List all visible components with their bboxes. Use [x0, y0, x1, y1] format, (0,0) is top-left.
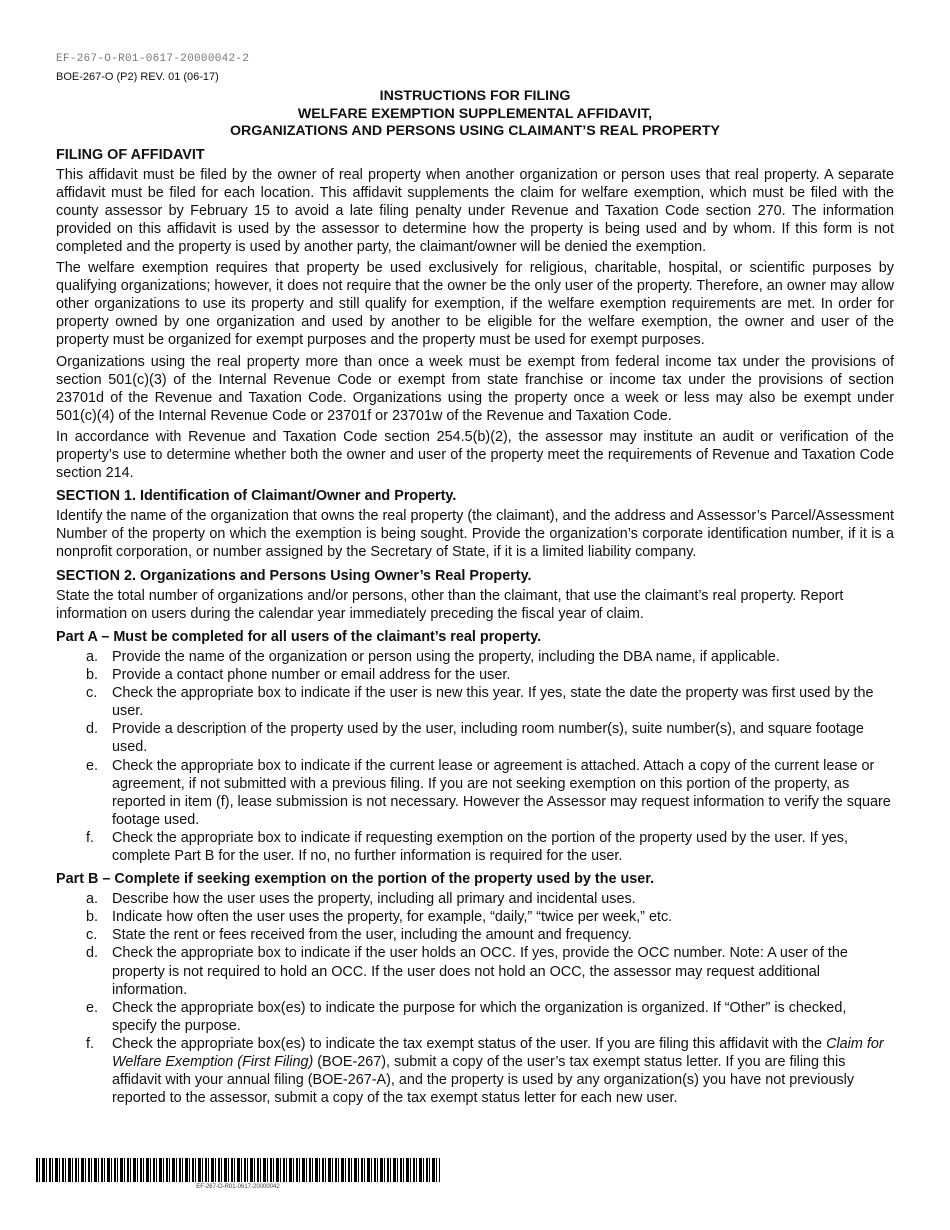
- item-text: Check the appropriate box to indicate if the user holds an OCC. If yes, provide the OCC number. Note: A user of the property is not required to hold an OCC. If the user does not hold an OCC, the assessor may request additional information.: [112, 945, 848, 998]
- item-letter: f.: [86, 829, 94, 846]
- list-item: [56, 757, 894, 829]
- instructions-body: [56, 88, 894, 1110]
- item-text: (BOE-267), submit a copy of the user’s tax exempt status letter. If you are filing this affidavit with your annual filing (BOE-267-A), and the property is used by any organization(s) you have not previously reported to the assessor, submit a copy of the tax exempt status letter for each new user.: [112, 1054, 855, 1107]
- item-text: Check the appropriate box(es) to indicate the tax exempt status of the user. If you are filing this affidavit with the: [112, 1035, 827, 1052]
- partA-list: [56, 648, 894, 865]
- list-item: [56, 829, 894, 865]
- filing-paragraph: This affidavit must be filed by the owner of real property when another organization or person uses that real property. A separate affidavit must be filed for each location. This affidavit supplements the claim for welfare exemption, which must be filed with the county assessor by February 15 to avoid a late filing penalty under Revenue and Taxation Code section 270. The information provided on this affidavit is used by the assessor to determine how the property is being used and by whom. If this form is not completed and the property is used by another party, the claimant/owner will be denied the exemption.: [56, 166, 894, 255]
- item-text: Check the appropriate box to indicate if requesting exemption on the portion of the property used by the user. If yes, complete Part B for the user. If no, no further information is required for the user.: [112, 829, 848, 864]
- list-item: [56, 684, 894, 720]
- item-letter: a.: [86, 891, 99, 908]
- item-text: Indicate how often the user uses the property, for example, “daily,” “twice per week,” etc.: [112, 909, 673, 926]
- item-letter: b.: [86, 909, 99, 926]
- item-text: Provide the name of the organization or person using the property, including the DBA name, if applicable.: [112, 648, 780, 665]
- filing-heading: FILING OF AFFIDAVIT: [56, 146, 205, 163]
- partB-heading: Part B – Complete if seeking exemption on the portion of the property used by the user.: [56, 871, 655, 888]
- item-letter: c.: [86, 685, 98, 702]
- list-item: [56, 648, 894, 666]
- list-item: [56, 890, 894, 908]
- section1-text: Identify the name of the organization that owns the real property (the claimant), and the address and Assessor’s Parcel/Assessment Number of the property on which the exemption is being sought. Provide the organization’s corporate identification number, if it is a nonprofit corporation, or number assigned by the Secretary of State, if it is a limited liability company.: [56, 508, 894, 561]
- item-text: Check the appropriate box(es) to indicate the purpose for which the organization is organized. If “Other” is checked, specify the purpose.: [112, 999, 847, 1034]
- barcode: [36, 1158, 440, 1182]
- list-item: [56, 1035, 894, 1107]
- item-text: Check the appropriate box to indicate if the user is new this year. If yes, state the date the property was first used by the user.: [112, 685, 874, 720]
- item-letter: d.: [86, 945, 99, 962]
- item-text: Check the appropriate box to indicate if the current lease or agreement is attached. Attach a copy of the current lease or agreement, if not submitted with a previous filing. If you are not seeking exemption on this portion of the property, as reported in item (f), lease submission is not necessary. However the Assessor may request information to verify the square footage used.: [112, 757, 891, 828]
- partA-heading: Part A – Must be completed for all users of the claimant’s real property.: [56, 628, 542, 645]
- form-id: BOE-267-O (P2) REV. 01 (06-17): [56, 71, 219, 83]
- item-letter: f.: [86, 1035, 94, 1052]
- item-letter: a.: [86, 648, 99, 665]
- item-text: Describe how the user uses the property, including all primary and incidental uses.: [112, 891, 636, 908]
- item-letter: c.: [86, 927, 98, 944]
- list-item: [56, 926, 894, 944]
- filing-paragraph: The welfare exemption requires that property be used exclusively for religious, charitable, hospital, or scientific purposes by qualifying organizations; however, it does not require that the owner be the only user of the property. Therefore, an owner may allow other organizations to use its property and still qualify for exemption, if the welfare exemption requirements are met. In order for property owned by one organization and used by another to be eligible for the welfare exemption, the owner and user of the property must be organized for exempt purposes and the property must be used for exempt purposes.: [56, 260, 894, 349]
- page-title: [56, 88, 894, 141]
- item-letter: b.: [86, 667, 99, 684]
- item-letter: d.: [86, 721, 99, 738]
- item-text: State the rent or fees received from the user, including the amount and frequency.: [112, 927, 632, 944]
- item-letter: e.: [86, 757, 99, 774]
- title-line: INSTRUCTIONS FOR FILING: [379, 88, 571, 104]
- partB-list: [56, 890, 894, 1107]
- section1-heading: SECTION 1. Identification of Claimant/Owner and Property.: [56, 488, 457, 505]
- list-item: [56, 908, 894, 926]
- title-line: ORGANIZATIONS AND PERSONS USING CLAIMANT’S REAL PROPERTY: [229, 123, 721, 139]
- item-text: Provide a description of the property used by the user, including room number(s), suite number(s), and square footage used.: [112, 721, 864, 756]
- document-id: EF-267-O-R01-0617-20000042-2: [56, 53, 250, 65]
- item-letter: e.: [86, 999, 99, 1016]
- section2-heading: SECTION 2. Organizations and Persons Using Owner’s Real Property.: [56, 567, 532, 584]
- barcode-text: EF-267-O-R01-0617-20000042: [196, 1184, 280, 1190]
- list-item: [56, 944, 894, 998]
- list-item: [56, 666, 894, 684]
- form-title-italic: Claim for Welfare Exemption (First Filing): [112, 1035, 884, 1070]
- filing-paragraph: In accordance with Revenue and Taxation Code section 254.5(b)(2), the assessor may institute an audit or verification of the property’s use to determine whether both the owner and user of the property meet the requirements of Revenue and Taxation Code section 214.: [56, 428, 894, 482]
- item-text: Provide a contact phone number or email address for the user.: [112, 667, 511, 684]
- section2-text: State the total number of organizations and/or persons, other than the claimant, that use the claimant’s real property. Report information on users during the calendar year immediately preceding the fiscal year of claim.: [56, 587, 844, 622]
- list-item: [56, 999, 894, 1035]
- list-item: [56, 720, 894, 756]
- title-line: WELFARE EXEMPTION SUPPLEMENTAL AFFIDAVIT,: [297, 105, 653, 122]
- filing-paragraph: Organizations using the real property more than once a week must be exempt from federal income tax under the provisions of section 501(c)(3) of the Internal Revenue Code or exempt from state franchise or income tax under the provisions of section 23701d of the Revenue and Taxation Code. Organizations using the property once a week or less may also be exempt under 501(c)(4) of the Internal Revenue Code or 23701f or 23701w of the Revenue and Taxation Code.: [56, 353, 894, 424]
